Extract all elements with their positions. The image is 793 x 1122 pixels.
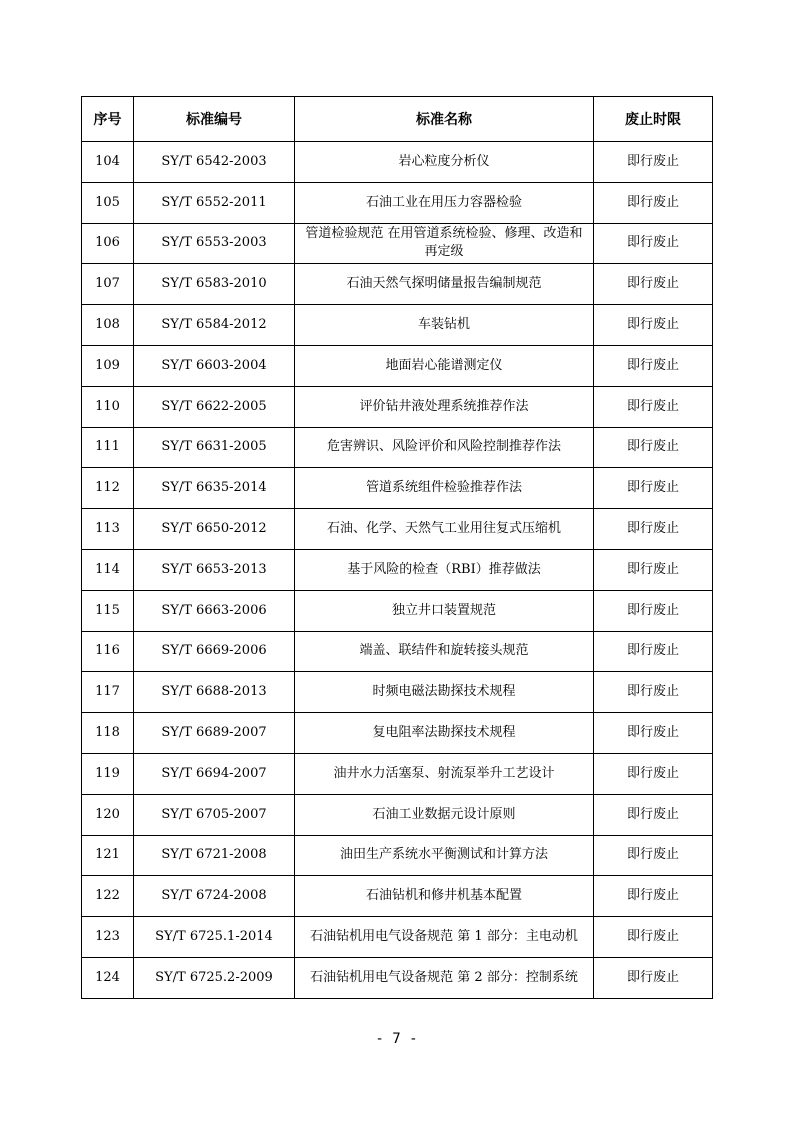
table-row (82, 305, 713, 346)
cell-standard-code: SY/T 6584-2012 (134, 305, 295, 346)
cell-abolish-time: 即行废止 (594, 957, 713, 998)
cell-standard-name: 石油钻机和修井机基本配置 (295, 876, 594, 917)
table-row (82, 264, 713, 305)
table-row (82, 142, 713, 183)
cell-abolish-time: 即行废止 (594, 386, 713, 427)
cell-serial-number: 115 (82, 590, 134, 631)
cell-standard-code: SY/T 6705-2007 (134, 794, 295, 835)
table-row (82, 917, 713, 958)
table-row (82, 794, 713, 835)
cell-standard-code: SY/T 6725.2-2009 (134, 957, 295, 998)
cell-standard-code: SY/T 6653-2013 (134, 549, 295, 590)
cell-serial-number: 111 (82, 427, 134, 468)
cell-serial-number: 119 (82, 753, 134, 794)
cell-serial-number: 120 (82, 794, 134, 835)
cell-standard-name: 危害辨识、风险评价和风险控制推荐作法 (295, 427, 594, 468)
cell-standard-code: SY/T 6724-2008 (134, 876, 295, 917)
table-row (82, 835, 713, 876)
cell-abolish-time: 即行废止 (594, 468, 713, 509)
header-standard-name: 标准名称 (295, 97, 594, 142)
cell-standard-code: SY/T 6603-2004 (134, 345, 295, 386)
cell-standard-name: 车装钻机 (295, 305, 594, 346)
cell-standard-code: SY/T 6721-2008 (134, 835, 295, 876)
cell-abolish-time: 即行废止 (594, 509, 713, 550)
cell-serial-number: 113 (82, 509, 134, 550)
cell-standard-name: 石油钻机用电气设备规范 第 2 部分：控制系统 (295, 957, 594, 998)
cell-standard-name: 岩心粒度分析仪 (295, 142, 594, 183)
table-row (82, 468, 713, 509)
page-number: - 7 - (375, 1031, 418, 1047)
cell-standard-name: 石油钻机用电气设备规范 第 1 部分：主电动机 (295, 917, 594, 958)
cell-abolish-time: 即行废止 (594, 142, 713, 183)
cell-standard-code: SY/T 6725.1-2014 (134, 917, 295, 958)
table-row (82, 182, 713, 223)
cell-abolish-time: 即行废止 (594, 264, 713, 305)
table-row (82, 713, 713, 754)
cell-standard-name: 石油天然气探明储量报告编制规范 (295, 264, 594, 305)
table-row (82, 672, 713, 713)
cell-standard-code: SY/T 6622-2005 (134, 386, 295, 427)
cell-standard-name: 石油工业数据元设计原则 (295, 794, 594, 835)
cell-serial-number: 105 (82, 182, 134, 223)
table-row (82, 223, 713, 264)
cell-serial-number: 112 (82, 468, 134, 509)
cell-standard-name: 地面岩心能谱测定仪 (295, 345, 594, 386)
table-row (82, 345, 713, 386)
table-row (82, 876, 713, 917)
cell-serial-number: 117 (82, 672, 134, 713)
cell-abolish-time: 即行废止 (594, 876, 713, 917)
cell-standard-name: 端盖、联结件和旋转接头规范 (295, 631, 594, 672)
cell-standard-name: 油井水力活塞泵、射流泵举升工艺设计 (295, 753, 594, 794)
cell-standard-name: 管道系统组件检验推荐作法 (295, 468, 594, 509)
cell-abolish-time: 即行废止 (594, 590, 713, 631)
cell-serial-number: 116 (82, 631, 134, 672)
cell-standard-code: SY/T 6689-2007 (134, 713, 295, 754)
cell-standard-name: 油田生产系统水平衡测试和计算方法 (295, 835, 594, 876)
cell-abolish-time: 即行废止 (594, 182, 713, 223)
cell-abolish-time: 即行废止 (594, 835, 713, 876)
table-row (82, 631, 713, 672)
cell-serial-number: 121 (82, 835, 134, 876)
cell-abolish-time: 即行废止 (594, 305, 713, 346)
cell-standard-name: 时频电磁法勘探技术规程 (295, 672, 594, 713)
header-serial-number: 序号 (82, 97, 134, 142)
cell-standard-code: SY/T 6583-2010 (134, 264, 295, 305)
cell-serial-number: 106 (82, 223, 134, 264)
cell-serial-number: 108 (82, 305, 134, 346)
cell-serial-number: 118 (82, 713, 134, 754)
cell-standard-name: 石油、化学、天然气工业用往复式压缩机 (295, 509, 594, 550)
cell-abolish-time: 即行废止 (594, 345, 713, 386)
cell-standard-code: SY/T 6669-2006 (134, 631, 295, 672)
cell-standard-code: SY/T 6631-2005 (134, 427, 295, 468)
table-header-row (82, 97, 713, 142)
table-body (82, 142, 713, 999)
header-standard-code: 标准编号 (134, 97, 295, 142)
cell-abolish-time: 即行废止 (594, 631, 713, 672)
table-row (82, 509, 713, 550)
cell-serial-number: 110 (82, 386, 134, 427)
cell-standard-name: 管道检验规范 在用管道系统检验、修理、改造和再定级 (295, 223, 594, 264)
cell-standard-code: SY/T 6650-2012 (134, 509, 295, 550)
cell-abolish-time: 即行废止 (594, 753, 713, 794)
cell-serial-number: 124 (82, 957, 134, 998)
cell-abolish-time: 即行废止 (594, 672, 713, 713)
table-row (82, 386, 713, 427)
cell-serial-number: 107 (82, 264, 134, 305)
cell-standard-code: SY/T 6553-2003 (134, 223, 295, 264)
cell-standard-name: 复电阻率法勘探技术规程 (295, 713, 594, 754)
table-row (82, 590, 713, 631)
cell-abolish-time: 即行废止 (594, 713, 713, 754)
table-row (82, 427, 713, 468)
table-row (82, 753, 713, 794)
standards-table (81, 96, 713, 999)
cell-standard-code: SY/T 6552-2011 (134, 182, 295, 223)
cell-abolish-time: 即行废止 (594, 549, 713, 590)
cell-standard-code: SY/T 6694-2007 (134, 753, 295, 794)
cell-standard-name: 石油工业在用压力容器检验 (295, 182, 594, 223)
cell-standard-code: SY/T 6542-2003 (134, 142, 295, 183)
cell-standard-code: SY/T 6688-2013 (134, 672, 295, 713)
cell-abolish-time: 即行废止 (594, 794, 713, 835)
cell-serial-number: 123 (82, 917, 134, 958)
cell-serial-number: 122 (82, 876, 134, 917)
cell-standard-code: SY/T 6635-2014 (134, 468, 295, 509)
cell-serial-number: 114 (82, 549, 134, 590)
header-abolish-time: 废止时限 (594, 97, 713, 142)
table-row (82, 549, 713, 590)
cell-standard-name: 独立井口装置规范 (295, 590, 594, 631)
cell-abolish-time: 即行废止 (594, 427, 713, 468)
cell-standard-code: SY/T 6663-2006 (134, 590, 295, 631)
cell-abolish-time: 即行废止 (594, 917, 713, 958)
cell-standard-name: 评价钻井液处理系统推荐作法 (295, 386, 594, 427)
cell-serial-number: 104 (82, 142, 134, 183)
cell-abolish-time: 即行废止 (594, 223, 713, 264)
cell-standard-name: 基于风险的检查（RBI）推荐做法 (295, 549, 594, 590)
cell-serial-number: 109 (82, 345, 134, 386)
table-row (82, 957, 713, 998)
